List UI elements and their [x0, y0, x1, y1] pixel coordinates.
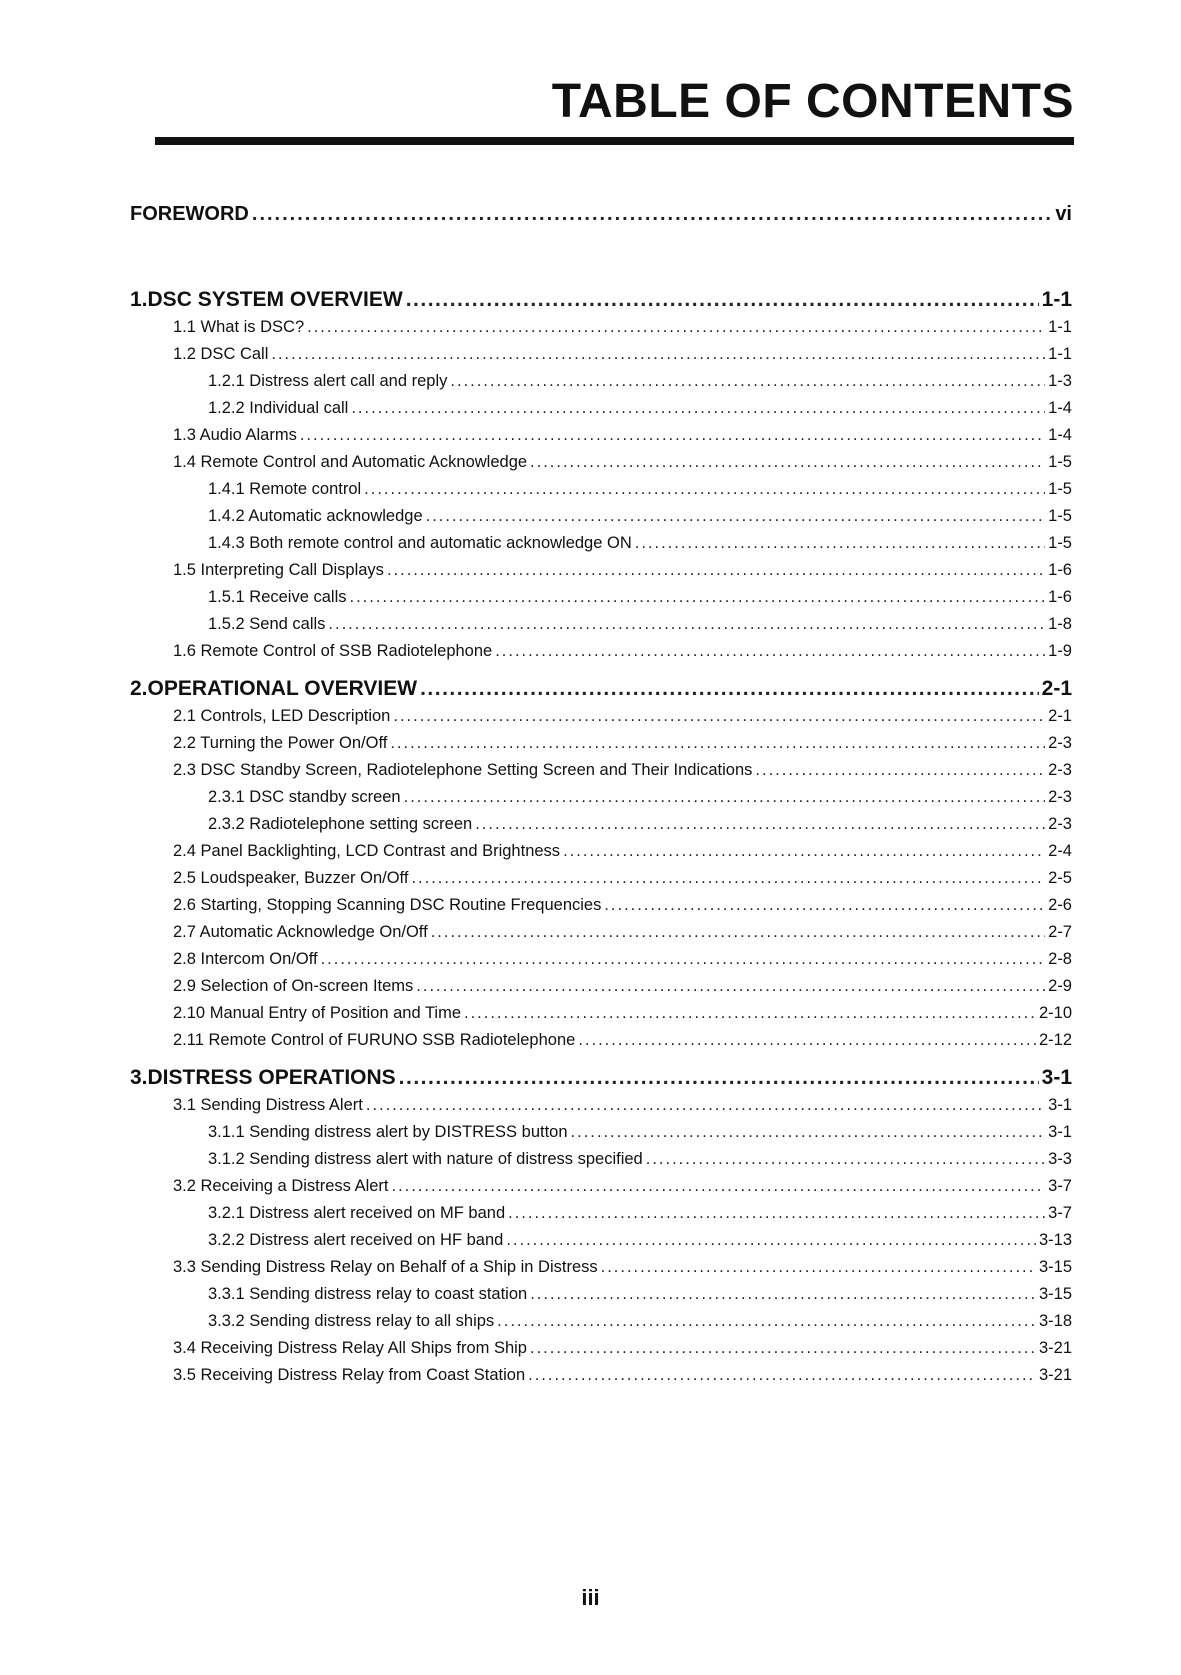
toc-dot-leader [307, 318, 1045, 337]
toc-dot-leader [464, 1004, 1036, 1023]
toc-dot-leader [351, 399, 1045, 418]
toc-entry [173, 923, 1072, 942]
toc-dot-leader [528, 1366, 1036, 1385]
toc-dot-leader [321, 950, 1046, 969]
toc-entry-label: 3.1 Sending Distress Alert [173, 1096, 363, 1114]
toc-entry-page: 3-1 [1041, 1066, 1072, 1089]
toc-entry-label: 2.7 Automatic Acknowledge On/Off [173, 923, 428, 941]
toc-dot-leader [571, 1123, 1046, 1142]
toc-entry [208, 1123, 1072, 1142]
toc-dot-leader [392, 1177, 1046, 1196]
toc-entry-page: 3-7 [1048, 1204, 1072, 1222]
toc-entry-page: 1-3 [1048, 372, 1072, 390]
toc-entry [208, 788, 1072, 807]
toc-entry [173, 1096, 1072, 1115]
toc-entry-page: 2-4 [1048, 842, 1072, 860]
toc-entry-page: 1-9 [1048, 642, 1072, 660]
toc-dot-leader [406, 288, 1039, 312]
toc-entry-label: 2.6 Starting, Stopping Scanning DSC Routine Frequencies [173, 896, 602, 914]
toc-entry-label: 1.4 Remote Control and Automatic Acknowledge [173, 453, 528, 471]
toc-entry-label: 2.8 Intercom On/Off [173, 950, 318, 968]
title-rule [155, 137, 1074, 145]
toc-dot-leader [508, 1204, 1045, 1223]
toc-entry-page: 2-1 [1041, 677, 1072, 700]
toc-entry [208, 534, 1072, 553]
toc-entry [208, 1231, 1072, 1250]
toc-entry-page: 3-21 [1038, 1366, 1072, 1384]
toc-entry-page: 1-5 [1048, 480, 1072, 498]
toc-entry [208, 1150, 1072, 1169]
toc-entry-page: 1-5 [1048, 507, 1072, 525]
toc-entry-label: 1.3 Audio Alarms [173, 426, 297, 444]
toc-entry [173, 1031, 1072, 1050]
toc-dot-leader [350, 588, 1046, 607]
toc-entry-page: 3-13 [1038, 1231, 1072, 1249]
toc-entry-page: 1-1 [1041, 288, 1072, 311]
toc-entry-label: DISTRESS OPERATIONS [147, 1066, 396, 1089]
toc-entry-label: 1.4.1 Remote control [208, 480, 362, 498]
toc-entry-label: 2.3.1 DSC standby screen [208, 788, 401, 806]
toc-entry-label: DSC SYSTEM OVERVIEW [147, 288, 403, 311]
toc-entry-page: 2-5 [1048, 869, 1072, 887]
toc-entry-page: 1-6 [1048, 588, 1072, 606]
toc-entry-label: 2.3 DSC Standby Screen, Radiotelephone Setting Screen and Their Indications [173, 761, 753, 779]
toc-entry-page: 1-5 [1048, 534, 1072, 552]
toc-entry-label: 1.2.1 Distress alert call and reply [208, 372, 448, 390]
toc-entry-page: 2-3 [1048, 788, 1072, 806]
toc-dot-leader [431, 923, 1045, 942]
toc-entry-page: 2-3 [1048, 815, 1072, 833]
toc-entry-label: 3.3.2 Sending distress relay to all ships [208, 1312, 495, 1330]
toc-entry-page: 3-7 [1048, 1177, 1072, 1195]
toc-entry [173, 950, 1072, 969]
toc-entry [208, 815, 1072, 834]
toc-entry [173, 561, 1072, 580]
toc-entry-page: 3-1 [1048, 1096, 1072, 1114]
toc-entry-label: 3.1.2 Sending distress alert with nature of distress specified [208, 1150, 643, 1168]
toc-entry [208, 615, 1072, 634]
toc-entry [208, 480, 1072, 499]
toc-entry-page: 2-3 [1048, 734, 1072, 752]
toc-entry-page: 1-1 [1048, 345, 1072, 363]
toc-dot-leader [530, 1285, 1036, 1304]
toc-entry-label: 3.3 Sending Distress Relay on Behalf of a Ship in Distress [173, 1258, 598, 1276]
toc-entry-label: 3.2 Receiving a Distress Alert [173, 1177, 389, 1195]
toc-entry-label: 3.3.1 Sending distress relay to coast station [208, 1285, 528, 1303]
toc-entry-page: 2-7 [1048, 923, 1072, 941]
toc-dot-leader [755, 761, 1045, 780]
toc-entry-label: 2.9 Selection of On-screen Items [173, 977, 414, 995]
toc-dot-leader [495, 642, 1045, 661]
toc-entry-page: 3-15 [1038, 1258, 1072, 1276]
toc-dot-leader [635, 534, 1045, 553]
toc-entry [208, 1312, 1072, 1331]
toc-dot-leader [530, 453, 1045, 472]
toc-dot-leader [271, 345, 1045, 364]
toc-entry [173, 1177, 1072, 1196]
toc-entry [173, 896, 1072, 915]
toc-entry-label: 1.2 DSC Call [173, 345, 269, 363]
toc-entry-page: 2-1 [1048, 707, 1072, 725]
toc-chapter-entry [130, 677, 1072, 701]
toc-dot-leader [300, 426, 1045, 445]
toc-entry-label: 2.5 Loudspeaker, Buzzer On/Off [173, 869, 409, 887]
toc-entry [173, 1258, 1072, 1277]
toc-entry [173, 345, 1072, 364]
toc-chapter-entry [130, 1066, 1072, 1090]
toc-entry-label: 2.3.2 Radiotelephone setting screen [208, 815, 473, 833]
toc-entry-page: 2-8 [1048, 950, 1072, 968]
toc-dot-leader [601, 1258, 1036, 1277]
toc-entry-page: vi [1055, 203, 1072, 225]
toc-entry-page: 2-6 [1048, 896, 1072, 914]
toc-dot-leader [411, 869, 1045, 888]
toc-entry-label: 2.11 Remote Control of FURUNO SSB Radiotelephone [173, 1031, 576, 1049]
toc-entry-page: 2-10 [1038, 1004, 1072, 1022]
toc-entry [173, 761, 1072, 780]
toc-entry [208, 588, 1072, 607]
toc-entry [173, 1004, 1072, 1023]
toc-dot-leader [420, 677, 1039, 701]
toc-entry-label: 2.10 Manual Entry of Position and Time [173, 1004, 461, 1022]
toc-entry-label: 3.5 Receiving Distress Relay from Coast Station [173, 1366, 526, 1384]
toc-dot-leader [475, 815, 1045, 834]
toc-entry-label: 1.5.2 Send calls [208, 615, 326, 633]
toc-entry [208, 372, 1072, 391]
toc-dot-leader [426, 507, 1046, 526]
toc-entry-label: 1.2.2 Individual call [208, 399, 349, 417]
toc-dot-leader [328, 615, 1045, 634]
page-number: iii [581, 1585, 600, 1610]
toc-chapter-number: 2. [130, 677, 148, 700]
toc-entry [173, 1366, 1072, 1385]
toc-dot-leader [563, 842, 1045, 861]
toc-entry-label: 2.4 Panel Backlighting, LCD Contrast and Brightness [173, 842, 561, 860]
toc-dot-leader [497, 1312, 1036, 1331]
toc-entry-page: 1-5 [1048, 453, 1072, 471]
toc-entry-label: 1.5.1 Receive calls [208, 588, 347, 606]
toc-entry-page: 3-1 [1048, 1123, 1072, 1141]
toc-dot-leader [393, 707, 1045, 726]
toc-dot-leader [390, 734, 1045, 753]
toc-entry-label: 1.6 Remote Control of SSB Radiotelephone [173, 642, 493, 660]
toc-dot-leader [399, 1066, 1039, 1090]
toc-dot-leader [646, 1150, 1045, 1169]
toc-entry-label: 3.4 Receiving Distress Relay All Ships from Ship [173, 1339, 527, 1357]
toc-entry-label: 1.1 What is DSC? [173, 318, 305, 336]
toc-entry-page: 3-15 [1038, 1285, 1072, 1303]
toc-dot-leader [506, 1231, 1036, 1250]
toc-entry [173, 734, 1072, 753]
toc-entry-page: 3-21 [1038, 1339, 1072, 1357]
toc-entry [208, 507, 1072, 526]
toc-dot-leader [387, 561, 1045, 580]
toc-entry-label: 2.2 Turning the Power On/Off [173, 734, 388, 752]
toc-foreword-entry [130, 203, 1072, 226]
toc-entry-page: 1-6 [1048, 561, 1072, 579]
toc-dot-leader [604, 896, 1045, 915]
page-title: TABLE OF CONTENTS [551, 75, 1074, 128]
toc-entry-page: 1-4 [1048, 399, 1072, 417]
toc-entry-label: 2.1 Controls, LED Description [173, 707, 391, 725]
toc-entry-label: 1.4.2 Automatic acknowledge [208, 507, 423, 525]
toc-chapter-number: 3. [130, 1066, 148, 1089]
toc-dot-leader [530, 1339, 1036, 1358]
toc-entry [173, 707, 1072, 726]
toc-chapter-entry [130, 288, 1072, 312]
toc-entry [173, 426, 1072, 445]
toc-entry [173, 318, 1072, 337]
toc-entry-label: 1.5 Interpreting Call Displays [173, 561, 384, 579]
toc-entry-page: 3-3 [1048, 1150, 1072, 1168]
toc-entry-label: FOREWORD [130, 203, 249, 225]
toc-entry [173, 869, 1072, 888]
toc-dot-leader [578, 1031, 1036, 1050]
toc-dot-leader [416, 977, 1045, 996]
toc-entry [208, 1204, 1072, 1223]
toc-chapter-number: 1. [130, 288, 148, 311]
toc-entry [173, 842, 1072, 861]
toc-entry [173, 977, 1072, 996]
toc-entry-page: 1-8 [1048, 615, 1072, 633]
toc-dot-leader [366, 1096, 1045, 1115]
toc-dot-leader [450, 372, 1045, 391]
toc-entry-page: 3-18 [1038, 1312, 1072, 1330]
toc-entry [173, 453, 1072, 472]
toc-entry [208, 399, 1072, 418]
toc-entry-label: OPERATIONAL OVERVIEW [147, 677, 418, 700]
toc-entry-page: 2-3 [1048, 761, 1072, 779]
toc-dot-leader [252, 203, 1052, 226]
toc-entry-label: 3.2.1 Distress alert received on MF band [208, 1204, 506, 1222]
toc-entry [208, 1285, 1072, 1304]
toc-entry [173, 1339, 1072, 1358]
toc-dot-leader [364, 480, 1045, 499]
toc-entry-page: 2-9 [1048, 977, 1072, 995]
toc-dot-leader [404, 788, 1046, 807]
toc-entry-page: 1-1 [1048, 318, 1072, 336]
toc-entry-label: 3.1.1 Sending distress alert by DISTRESS button [208, 1123, 568, 1141]
toc-entry [173, 642, 1072, 661]
toc-entry-label: 3.2.2 Distress alert received on HF band [208, 1231, 504, 1249]
toc-entry-label: 1.4.3 Both remote control and automatic acknowledge ON [208, 534, 632, 552]
toc-entry-page: 2-12 [1038, 1031, 1072, 1049]
toc-entry-page: 1-4 [1048, 426, 1072, 444]
